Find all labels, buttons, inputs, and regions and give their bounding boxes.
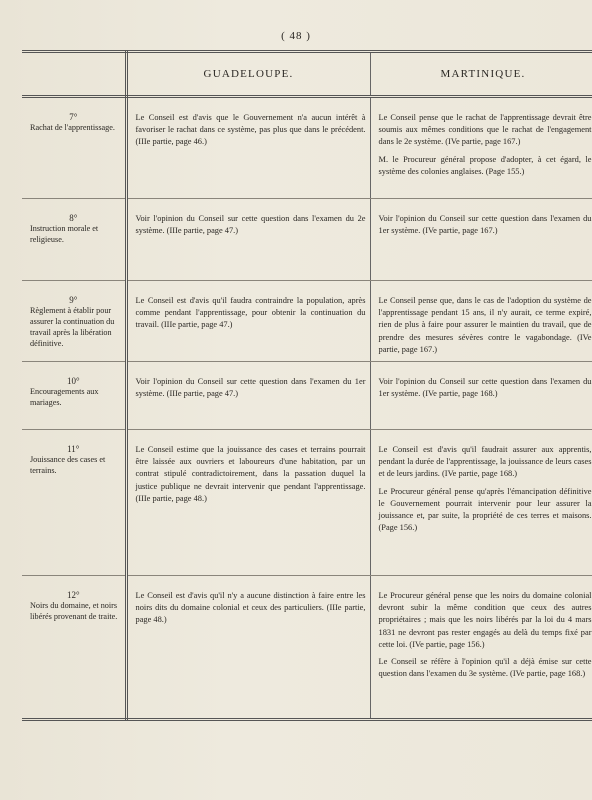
- row-heading-cell: [22, 430, 126, 576]
- row-number: 9°: [69, 295, 78, 305]
- row-label: Noirs du domaine, et noirs libérés provenant de traite.: [30, 601, 118, 622]
- row-heading-cell: [22, 362, 126, 430]
- martinique-cell: [370, 281, 592, 362]
- opinion-paragraph: Voir l'opinion du Conseil sur cette question dans l'examen du 1er système. (IVe partie, page 168.): [378, 377, 592, 399]
- row-label: Instruction morale et religieuse.: [30, 224, 99, 244]
- row-label: Encouragements aux mariages.: [30, 387, 99, 408]
- guadeloupe-cell: [126, 576, 370, 720]
- martinique-cell: [370, 199, 592, 281]
- opinion-paragraph: Le Conseil est d'avis que le Gouvernement n'a aucun intérêt à favoriser le rachat dans ce système, pas plus que dans le précédent. (IIIe partie, page 46.): [135, 113, 366, 147]
- martinique-cell: [370, 362, 592, 430]
- table-row: [22, 576, 592, 720]
- opinion-paragraph: Le Conseil est d'avis qu'il n'y a aucune distinction à faire entre les noirs dits du domaine colonial et ceux des particuliers. (IIIe partie, page 48.): [135, 591, 366, 625]
- header-martinique: MARTINIQUE.: [370, 52, 592, 97]
- comparison-table: [22, 50, 592, 721]
- guadeloupe-cell: [126, 281, 370, 362]
- opinion-paragraph: Le Conseil estime que la jouissance des cases et terrains pourrait être laissée aux ouvriers et laboureurs d'une habitation, par un contrat stipulé contradictoirement, dans la passation duquel la justice publique ne devrait intervenir que pendant l'apprentissage. (IIIe partie, page 48.): [135, 445, 366, 503]
- table-row: [22, 97, 592, 199]
- table-row: [22, 430, 592, 576]
- header-blank: [22, 52, 126, 97]
- opinion-paragraph: M. le Procureur général propose d'adopter, à cet égard, le système des colonies anglaises. (Page 155.): [378, 154, 592, 176]
- opinion-paragraph: Le Procureur général pense que les noirs du domaine colonial devront subir la même condition que ceux des autres propriétaires ; mais que les noirs libérés par la loi du 4 mars 1831 ne devront pas rester engagés au delà du temps fixé par cette loi. (IVe partie, page 156.): [378, 591, 592, 649]
- table-row: [22, 362, 592, 430]
- row-heading-cell: [22, 97, 126, 199]
- opinion-paragraph: Le Conseil se réfère à l'opinion qu'il a déjà émise sur cette question dans l'examen du 3e système. (IVe partie, page 168.): [378, 657, 592, 679]
- guadeloupe-cell: [126, 430, 370, 576]
- opinion-paragraph: Voir l'opinion du Conseil sur cette question dans l'examen du 1er système. (IIIe partie, page 47.): [135, 377, 366, 399]
- row-label: Jouissance des cases et terrains.: [30, 455, 106, 476]
- opinion-paragraph: Le Conseil pense que, dans le cas de l'adoption du système de l'apprentissage pendant 15 ans, il n'y aurait, ce terme expiré, rien de plus à faire pour assurer le maintien du travail, que de prendre des mesures sévères contre le vagabondage. (IVe partie, page 167.): [378, 296, 592, 354]
- martinique-cell: [370, 430, 592, 576]
- header-guadeloupe: GUADELOUPE.: [126, 52, 370, 97]
- guadeloupe-cell: [126, 362, 370, 430]
- row-number: 10°: [66, 376, 80, 387]
- row-number: 8°: [69, 213, 78, 223]
- opinion-paragraph: Voir l'opinion du Conseil sur cette question dans l'examen du 2e système. (IIIe partie, page 47.): [135, 214, 366, 236]
- guadeloupe-cell: [126, 199, 370, 281]
- header-row: [22, 52, 592, 97]
- row-heading-cell: [22, 199, 126, 281]
- opinion-paragraph: Voir l'opinion du Conseil sur cette question dans l'examen du 1er système. (IVe partie, page 167.): [378, 214, 592, 236]
- row-number: 11°: [67, 444, 80, 455]
- guadeloupe-cell: [126, 97, 370, 199]
- table-row: [22, 199, 592, 281]
- row-number: 12°: [66, 590, 80, 601]
- opinion-paragraph: Le Procureur général pense qu'après l'émancipation définitive le Gouvernement pourrait intervenir pour leur assurer la jouissance et, par suite, la propriété de ces terres et maisons. (Page 156.): [378, 486, 592, 533]
- opinion-paragraph: Le Conseil est d'avis qu'il faudra contraindre la population, après comme pendant l'apprentissage, pour obtenir la continuation du travail. (IIIe partie, page 47.): [135, 296, 366, 330]
- table-row: [22, 281, 592, 362]
- row-heading-cell: [22, 281, 126, 362]
- page-number: ( 48 ): [281, 30, 311, 42]
- martinique-cell: [370, 97, 592, 199]
- row-heading-cell: [22, 576, 126, 720]
- martinique-cell: [370, 576, 592, 720]
- opinion-paragraph: Le Conseil est d'avis qu'il faudrait assurer aux apprentis, pendant la durée de l'apprentissage, la jouissance de leurs cases et de leurs jardins. (IVe partie, page 168.): [378, 445, 592, 479]
- row-label: Rachat de l'apprentissage.: [30, 123, 115, 132]
- row-number: 7°: [69, 112, 78, 122]
- row-label: Règlement à établir pour assurer la continuation du travail après la libération définitive.: [30, 306, 115, 348]
- opinion-paragraph: Le Conseil pense que le rachat de l'apprentissage devrait être soumis aux mêmes conditions que le rachat de l'engagement dans le 2e système. (IVe partie, page 167.): [378, 113, 592, 147]
